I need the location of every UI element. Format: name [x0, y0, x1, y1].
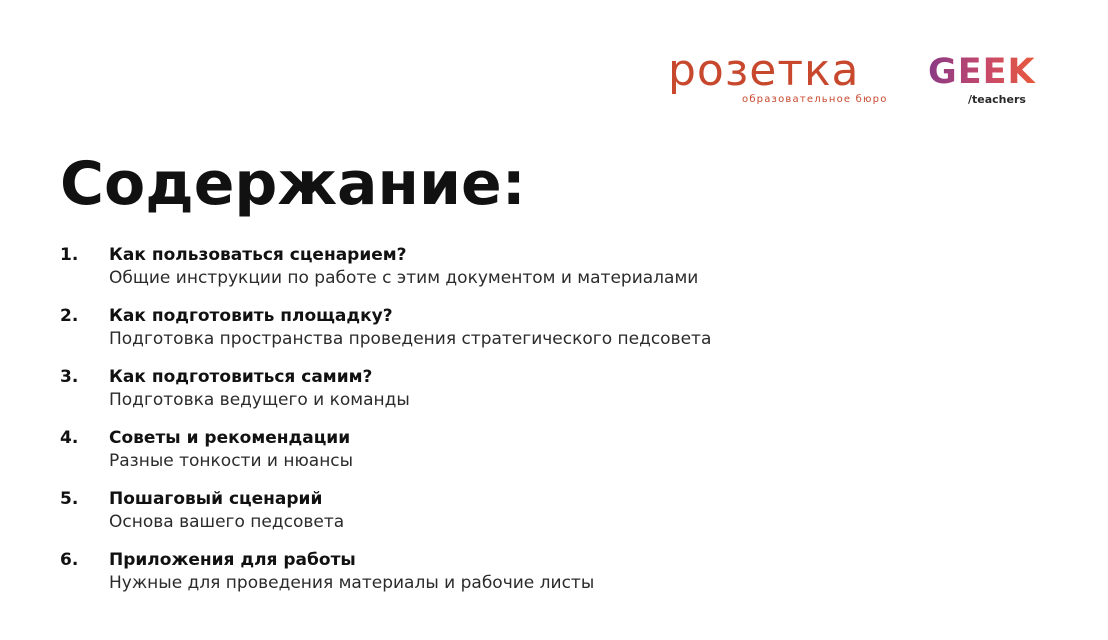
contents-item [60, 488, 1060, 534]
rozetka-logo-tagline: образовательное бюро [742, 94, 888, 105]
item-number: 3. [60, 367, 79, 387]
geek-logo-tagline: /teachers [968, 93, 1026, 106]
item-number: 5. [60, 489, 79, 509]
contents-item [60, 305, 1060, 351]
item-heading: Как подготовиться самим? [109, 367, 373, 387]
contents-item [60, 366, 1060, 412]
contents-item [60, 244, 1060, 290]
rozetka-logo-wordmark: розетка [668, 45, 860, 96]
item-description: Разные тонкости и нюансы [109, 451, 354, 471]
item-heading: Советы и рекомендации [109, 428, 351, 448]
item-number: 1. [60, 245, 79, 265]
geek-teachers-logo [928, 52, 1058, 112]
item-description: Общие инструкции по работе с этим документом и материалами [109, 268, 699, 288]
item-heading: Приложения для работы [109, 550, 356, 570]
page-title: Содержание: [60, 149, 526, 219]
item-number: 2. [60, 306, 79, 326]
item-heading: Как пользоваться сценарием? [109, 245, 407, 265]
contents-item [60, 427, 1060, 473]
item-heading: Как подготовить площадку? [109, 306, 393, 326]
geek-logo-wordmark: GEEK [928, 52, 1036, 92]
contents-item [60, 549, 1060, 595]
item-description: Подготовка ведущего и команды [109, 390, 410, 410]
item-heading: Пошаговый сценарий [109, 489, 323, 509]
item-description: Основа вашего педсовета [109, 512, 345, 532]
contents-list [60, 244, 1060, 610]
item-number: 6. [60, 550, 79, 570]
item-description: Подготовка пространства проведения стратегического педсовета [109, 329, 712, 349]
rozetka-logo [668, 45, 904, 108]
item-number: 4. [60, 428, 79, 448]
item-description: Нужные для проведения материалы и рабочие листы [109, 573, 595, 593]
